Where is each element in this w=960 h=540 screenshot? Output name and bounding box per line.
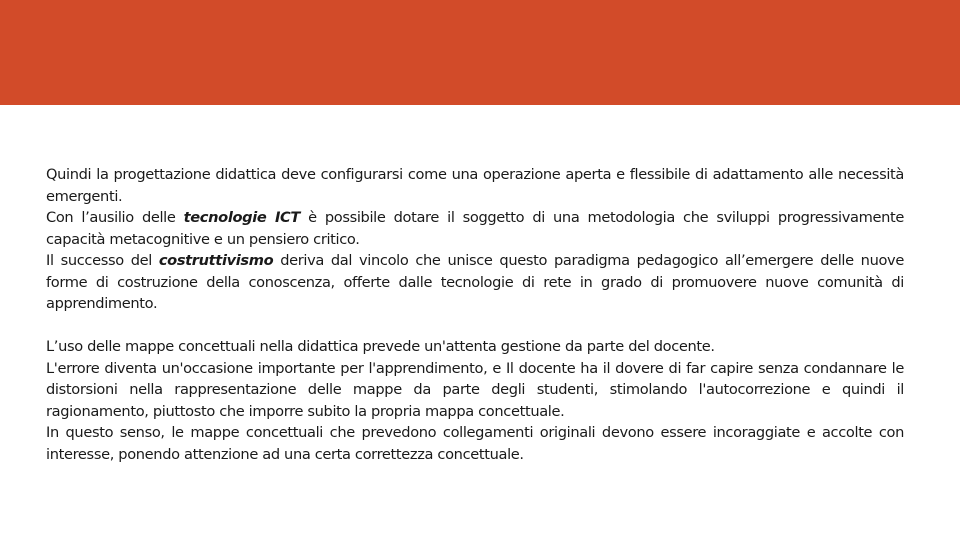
- paragraph-tecnologie: [46, 207, 904, 250]
- header-band: [0, 0, 960, 105]
- paragraph-progettazione: Quindi la progettazione didattica deve configurarsi come una operazione aperta e flessibile di adattamento alle necessità emergenti.: [46, 166, 904, 205]
- paragraph-mappe-uso: L’uso delle mappe concettuali nella didattica prevede un'attenta gestione da parte del docente.: [46, 338, 715, 355]
- emphasis-costruttivismo: costruttivismo: [158, 252, 274, 269]
- text-content: [46, 164, 904, 465]
- paragraph-tecnologie-text-before: Con l’ausilio delle: [46, 209, 184, 226]
- paragraph-tecnologie-text-after: è possibile dotare il soggetto di una metodologia che sviluppi progressivamente capacità metacognitive e un pensiero critico.: [46, 209, 904, 248]
- paragraph-errore: L'errore diventa un'occasione importante per l'apprendimento, e Il docente ha il dovere di far capire senza condannare le distorsioni nella rappresentazione delle mappe da parte degli studenti, stimolando l'autocorrezione e quindi il ragionamento, piuttosto che imporre subito la propria mappa concettuale.: [46, 359, 904, 420]
- paragraph-costruttivismo-text-after: deriva dal vincolo che unisce questo paradigma pedagogico all’emergere delle nuove forme di costruzione della conoscenza, offerte dalle tecnologie di rete in grado di promuovere nuove comunità di apprendimento.: [46, 252, 904, 312]
- emphasis-tecnologie-ict: tecnologie ICT: [183, 209, 301, 226]
- paragraph-costruttivismo: [46, 250, 904, 315]
- paragraph-senso: In questo senso, le mappe concettuali che prevedono collegamenti originali devono essere incoraggiate e accolte con interesse, ponendo attenzione ad una certa correttezza concettuale.: [46, 424, 904, 463]
- paragraph-costruttivismo-text-before: Il successo del: [46, 252, 159, 269]
